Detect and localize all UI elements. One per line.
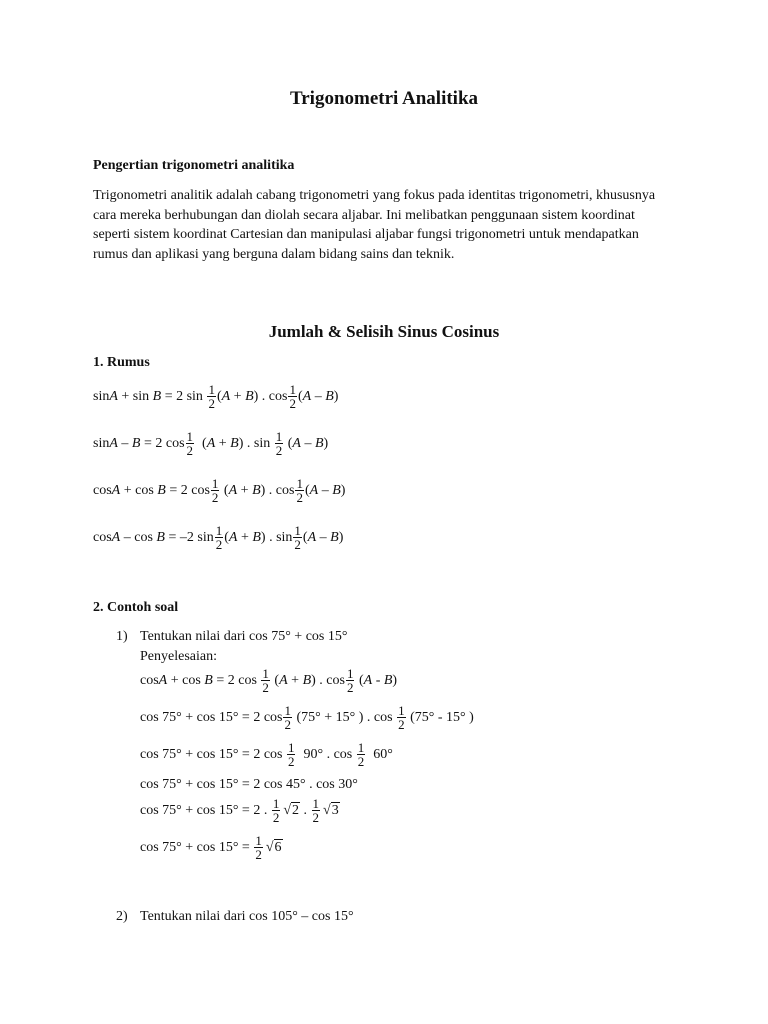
example-1-number: 1) xyxy=(116,629,128,644)
section-heading-jumlah-selisih: Jumlah & Selisih Sinus Cosinus xyxy=(268,322,500,341)
solution-step-5: cos 75° + cos 15° = 2 . $\frac{1}{2}$ √ 2 . $\frac{1}{2}$ √ 3 xyxy=(140,796,339,825)
square-root: √ 3 xyxy=(323,802,339,819)
formula-difference-sine: sin A – B = 2 cos $\frac{1}{2}$ ( A + B ) . sin $\frac{1}{2}$ ( A – B ) xyxy=(93,429,329,458)
fraction-half: $\frac{1}{2}$ xyxy=(296,476,303,505)
fraction-half: $\frac{1}{2}$ xyxy=(294,523,301,552)
solution-step-4: cos 75° + cos 15° = 2 cos 45° . cos 30° xyxy=(140,777,358,792)
fraction-half: $\frac{1}{2}$ xyxy=(289,382,296,411)
fraction-half: $\frac{1}{2}$ xyxy=(211,476,219,505)
fraction-half: $\frac{1}{2}$ xyxy=(208,382,215,411)
contoh-soal-heading: 2. Contoh soal xyxy=(93,600,179,615)
fraction-half: $\frac{1}{2}$ xyxy=(272,796,280,825)
fraction-half: $\frac{1}{2}$ xyxy=(275,429,283,458)
solution-step-3: cos 75° + cos 15° = 2 cos $\frac{1}{2}$ 90° . cos $\frac{1}{2}$ 60° xyxy=(140,740,393,769)
formula-difference-cosine: cos A – cos B = –2 sin $\frac{1}{2}$ ( A + B ) . sin $\frac{1}{2}$ ( A – B ) xyxy=(93,523,344,552)
fraction-half: $\frac{1}{2}$ xyxy=(346,666,354,695)
fraction-half: $\frac{1}{2}$ xyxy=(357,740,365,769)
fraction-half: $\frac{1}{2}$ xyxy=(398,703,405,732)
example-1-question: Tentukan nilai dari cos 75° + cos 15° xyxy=(140,629,348,644)
example-2-number: 2) xyxy=(116,909,128,924)
definition-paragraph: Trigonometri analitik adalah cabang trigonometri yang fokus pada identitas trigonometri, khususnya cara mereka berhubungan dan diolah secara aljabar. Ini melibatkan penggunaan sistem koordinat seperti sistem koordinat Cartesian dan manipulasi aljabar fungsi trigonometri untuk mendapatkan rumus dan aplikasi yang berguna dalam bidang sains dan teknik. xyxy=(93,188,656,262)
fraction-half: $\frac{1}{2}$ xyxy=(284,703,291,732)
fraction-half: $\frac{1}{2}$ xyxy=(312,796,319,825)
square-root: √ 6 xyxy=(265,839,282,856)
fraction-half: $\frac{1}{2}$ xyxy=(287,740,295,769)
example-2-question: Tentukan nilai dari cos 105° – cos 15° xyxy=(140,909,354,924)
fraction-half: $\frac{1}{2}$ xyxy=(255,833,262,862)
solution-step-2: cos 75° + cos 15° = 2 cos $\frac{1}{2}$ (75° + 15° ) . cos $\frac{1}{2}$ (75° - 15° ) xyxy=(140,703,474,732)
formula-sum-cosine: cos A + cos B = 2 cos $\frac{1}{2}$ ( A + B ) . cos $\frac{1}{2}$ ( A – B ) xyxy=(93,476,346,505)
fraction-half: $\frac{1}{2}$ xyxy=(186,429,194,458)
square-root: √ 2 xyxy=(283,802,299,819)
solution-step-1: cos A + cos B = 2 cos $\frac{1}{2}$ ( A + B ) . cos $\frac{1}{2}$ ( A - B ) xyxy=(140,666,398,695)
solution-label: Penyelesaian: xyxy=(140,649,217,664)
fraction-half: $\frac{1}{2}$ xyxy=(215,523,223,552)
section-heading-pengertian: Pengertian trigonometri analitika xyxy=(93,158,295,173)
document-title: Trigonometri Analitika xyxy=(289,88,479,109)
fraction-half: $\frac{1}{2}$ xyxy=(262,666,269,695)
formula-sum-sine: sin A + sin B = 2 sin $\frac{1}{2}$ ( A + B ) . cos $\frac{1}{2}$ ( A – B ) xyxy=(93,382,339,411)
solution-step-6: cos 75° + cos 15° = $\frac{1}{2}$ √ 6 xyxy=(140,833,282,862)
rumus-heading: 1. Rumus xyxy=(93,355,150,370)
